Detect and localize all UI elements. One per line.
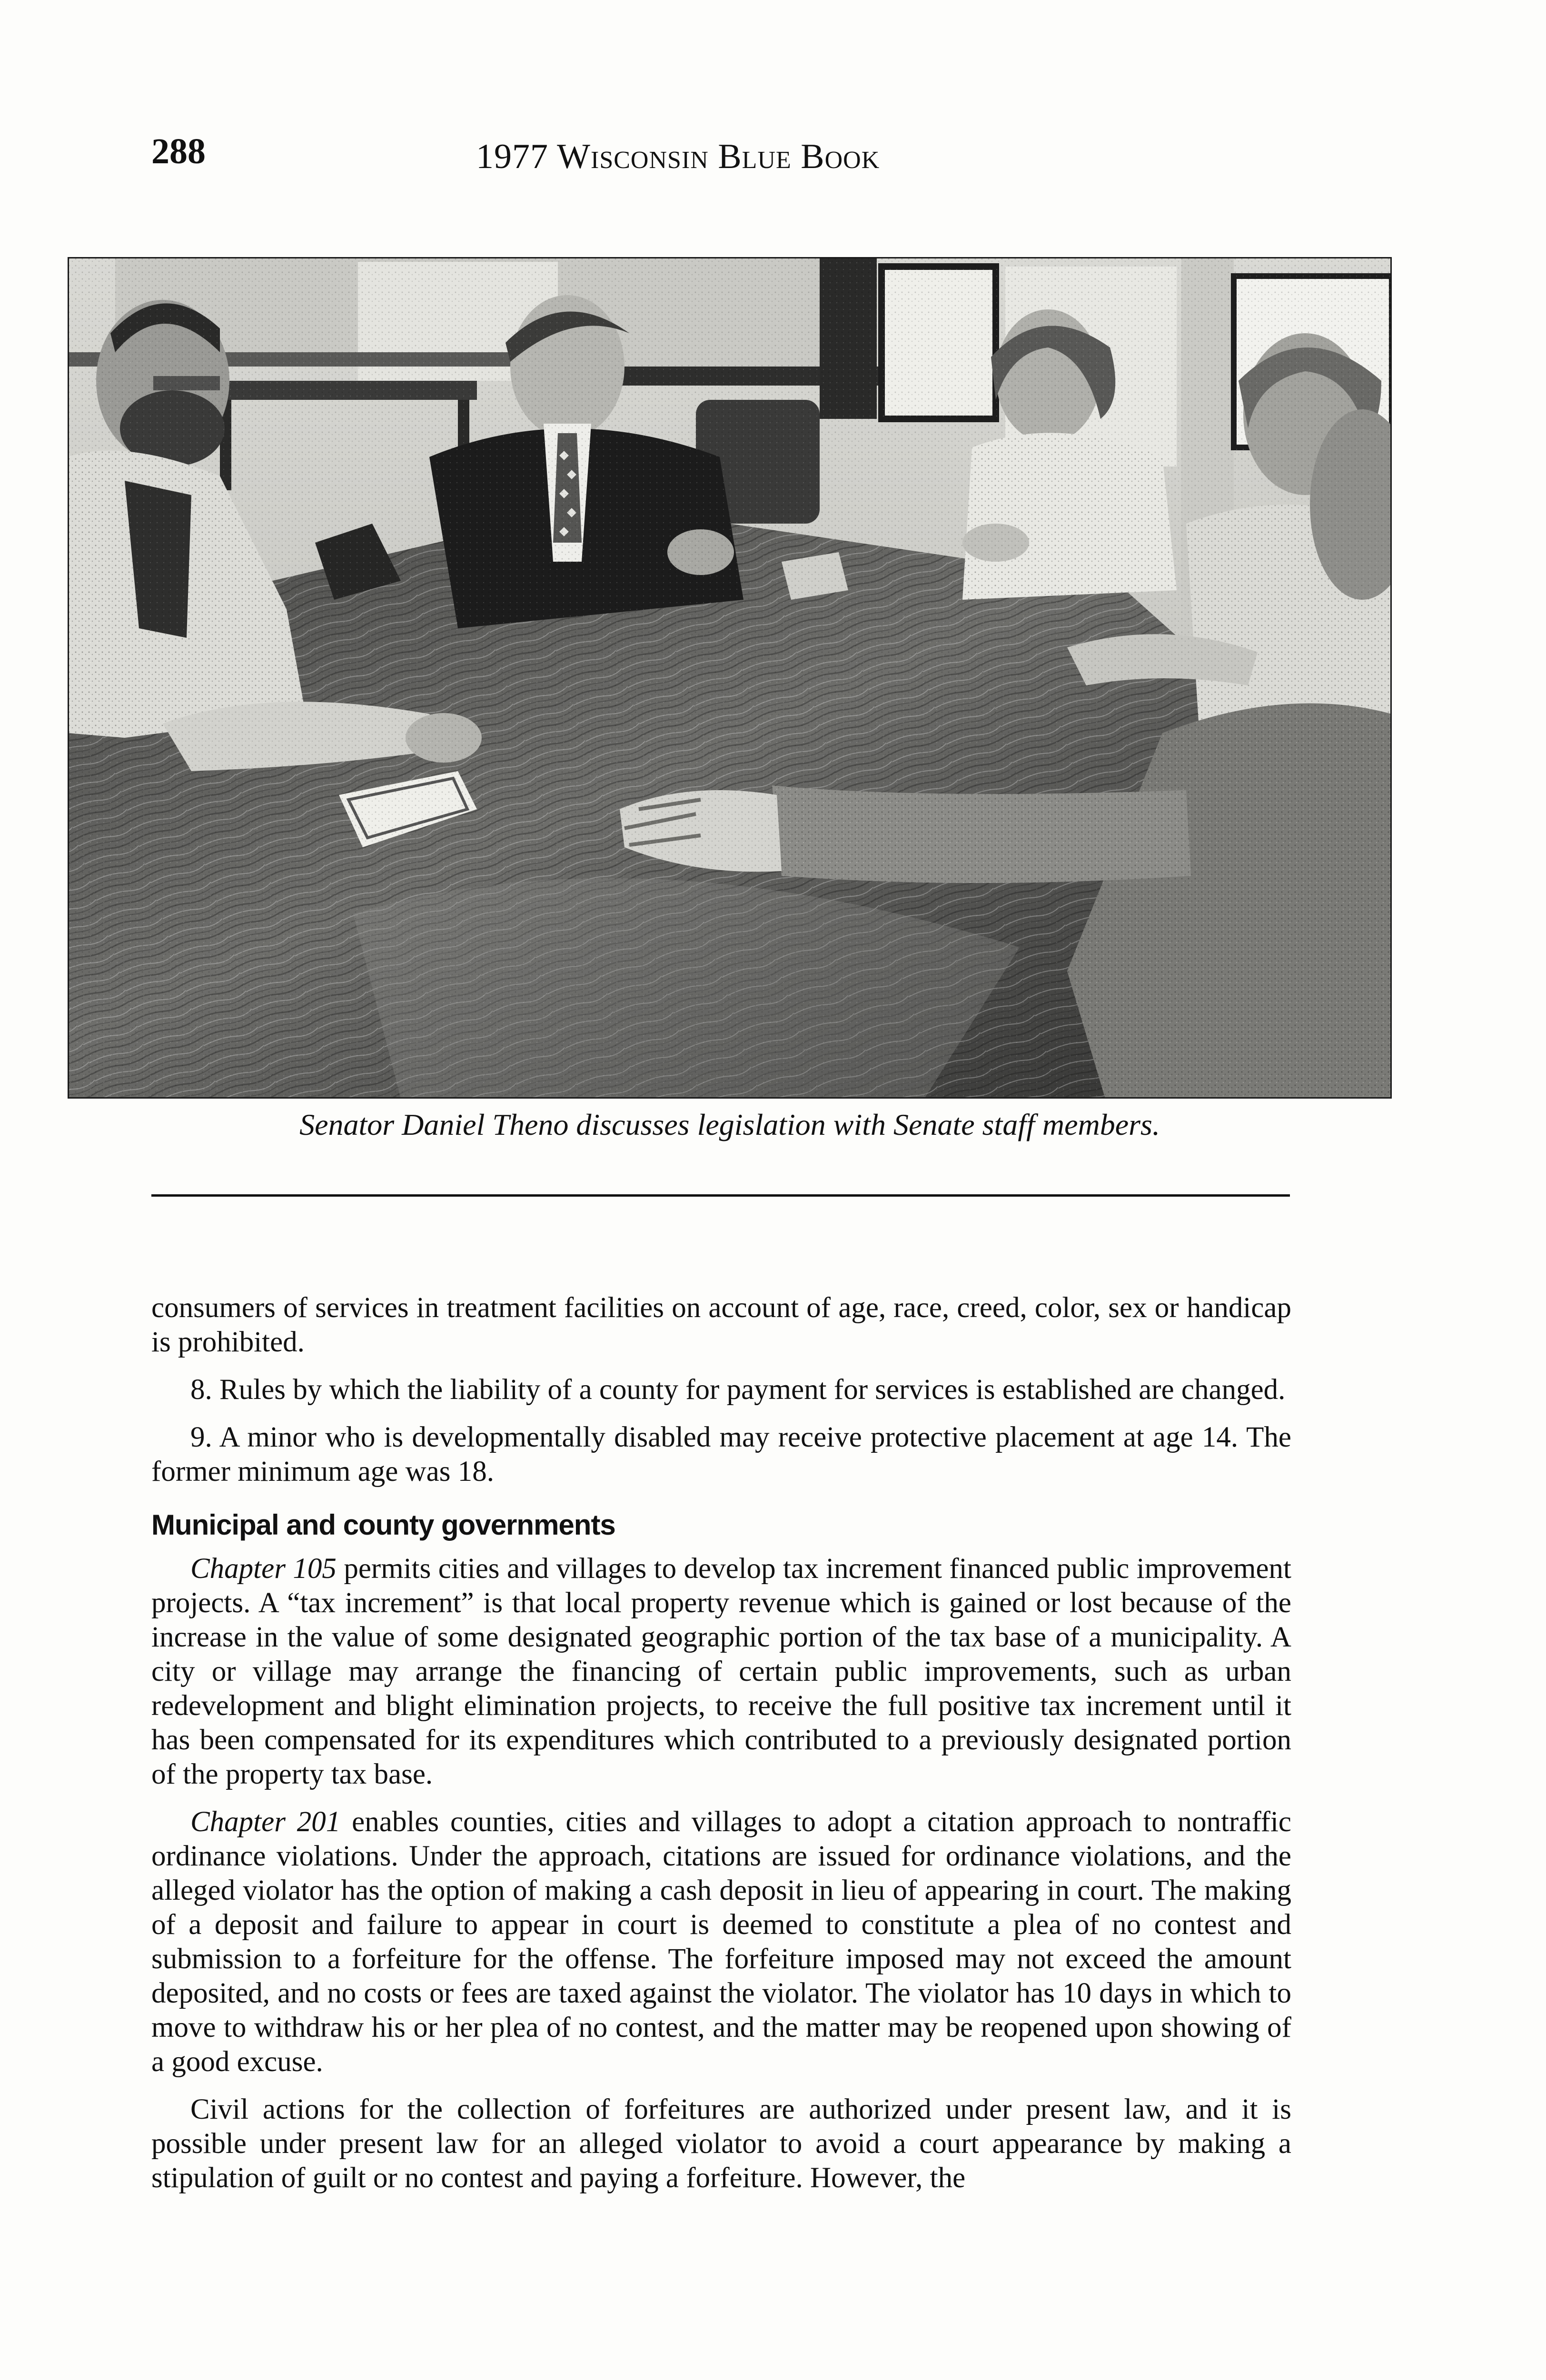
section-divider	[151, 1194, 1290, 1197]
paragraph-item-8: 8. Rules by which the liability of a county for payment for services is established are changed.	[190, 1374, 1286, 1406]
paragraph-item-9: 9. A minor who is developmentally disabled may receive protective placement at age 14. The former minimum age was 18.	[151, 1421, 1291, 1488]
paragraph-chapter-201	[151, 1805, 1291, 2079]
meeting-photo	[68, 257, 1392, 1099]
chapter-201-text: enables counties, cities and villages to adopt a citation approach to nontraffic ordinance violations. Under the approach, citations are issued for ordinance violations, and the alleged violator has the option of making a cash deposit in lieu of appearing in court. The making of a deposit and failure to appear in court is deemed to constitute a plea of no contest and submission to a forfeiture for the offense. The forfeiture imposed may not exceed the amount deposited, and no costs or fees are taxed against the violator. The violator has 10 days in which to move to withdraw his or her plea of no contest, and the matter may be reopened upon showing of a good excuse.	[151, 1806, 1291, 2078]
paragraph-civil-actions: Civil actions for the collection of forfeitures are authorized under present law, and it is possible under present law for an alleged violator to avoid a court appearance by making a stipulation of guilt or no contest and paying a forfeiture. However, the	[151, 2093, 1291, 2194]
chapter-105-reference: Chapter 105	[190, 1553, 337, 1585]
chapter-201-reference: Chapter 201	[190, 1806, 341, 1838]
paragraph-continuation: consumers of services in treatment facilities on account of age, race, creed, color, sex or handicap is prohibited.	[151, 1292, 1291, 1358]
meeting-photo-illustration	[68, 257, 1392, 1099]
photo-caption: Senator Daniel Theno discusses legislation with Senate staff members.	[299, 1108, 1160, 1141]
chapter-105-text: permits cities and villages to develop tax increment financed public improvement projects. A “tax increment” is that local property revenue which is gained or lost because of the increase in the value of some designated geographic portion of the tax base of a municipality. A city or village may arrange the financing of certain public improvements, such as urban redevelopment and blight elimination projects, to receive the full positive tax increment until it has been compensated for its expenditures which contributed to a previously designated portion of the property tax base.	[151, 1553, 1291, 1790]
running-title: 1977 Wisconsin Blue Book	[476, 137, 880, 176]
section-heading: Municipal and county governments	[151, 1509, 615, 1541]
paragraph-chapter-105	[151, 1552, 1291, 1792]
page-number: 288	[151, 131, 206, 171]
body-text	[151, 1291, 1291, 2214]
